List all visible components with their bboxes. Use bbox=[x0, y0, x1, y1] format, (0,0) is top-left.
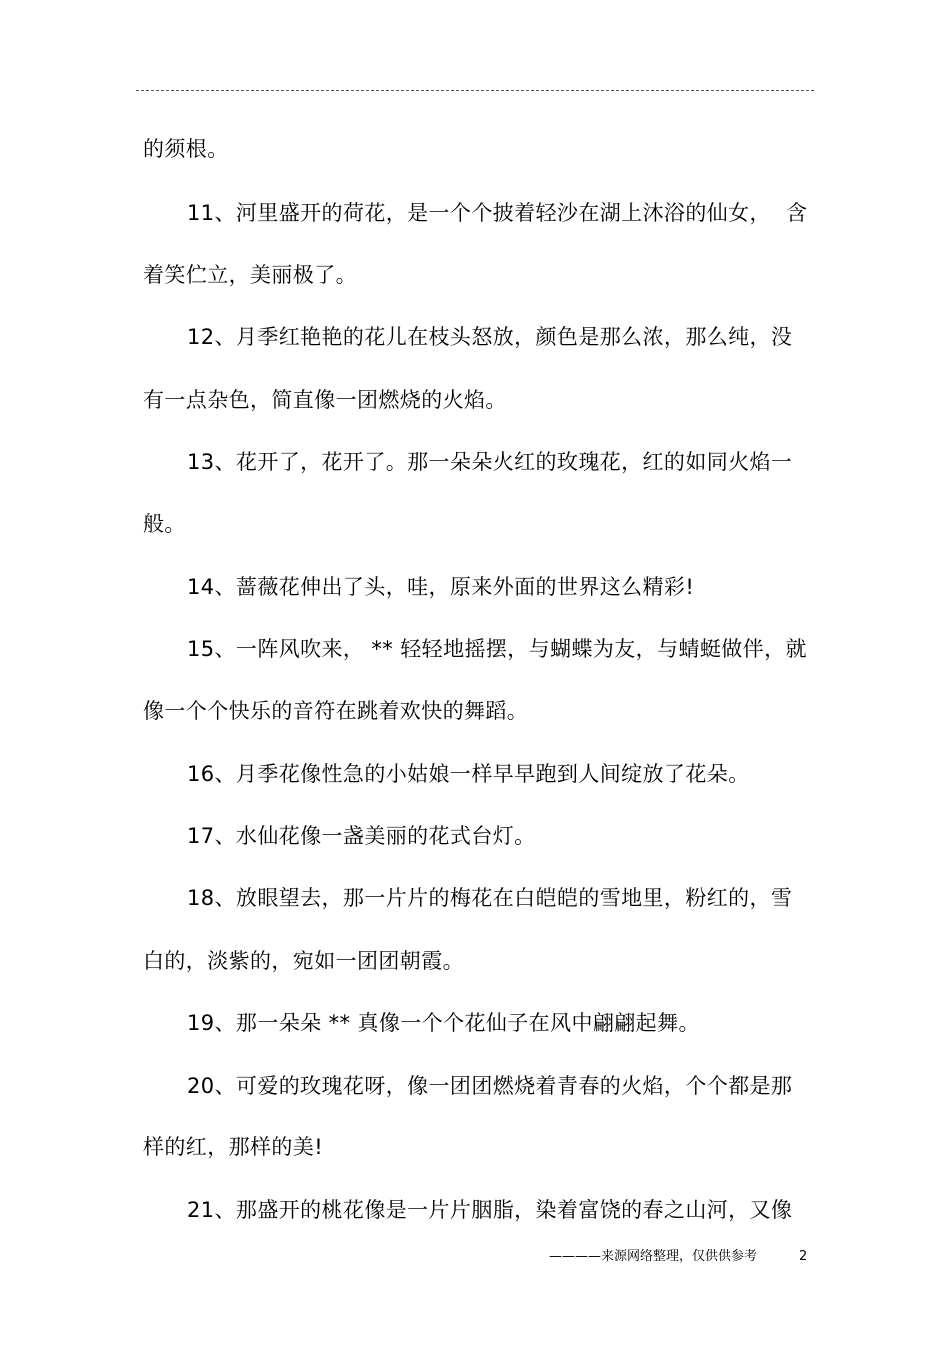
page-number: 2 bbox=[799, 1249, 808, 1264]
text-line-7: 般。 bbox=[143, 512, 186, 536]
header-rule bbox=[136, 90, 814, 91]
text-line-12: 17、水仙花像一盏美丽的花式台灯。 bbox=[187, 824, 536, 848]
text-line-18: 21、那盛开的桃花像是一片片胭脂，染着富饶的春之山河，又像 bbox=[187, 1198, 793, 1222]
text-line-17: 样的红，那样的美! bbox=[143, 1135, 324, 1159]
text-line-2: 11、河里盛开的荷花，是一个个披着轻沙在湖上沐浴的仙女， bbox=[187, 201, 771, 225]
text-line-3: 着笑伫立，美丽极了。 bbox=[143, 263, 357, 287]
footer-source-note: ————来源网络整理，仅供供参考 bbox=[549, 1249, 758, 1264]
text-line-10: 像一个个快乐的音符在跳着欢快的舞蹈。 bbox=[143, 699, 529, 723]
text-line-6: 13、花开了，花开了。那一朵朵火红的玫瑰花，红的如同火焰一 bbox=[187, 450, 793, 474]
text-line-13: 18、放眼望去，那一片片的梅花在白皑皑的雪地里，粉红的，雪 bbox=[187, 886, 793, 910]
text-line-9: 15、一阵风吹来， ** 轻轻地摇摆，与蝴蝶为友，与蜻蜓做伴，就 bbox=[187, 637, 807, 661]
text-line-14: 白的，淡紫的，宛如一团团朝霞。 bbox=[143, 949, 464, 973]
text-line-2-tail: 含 bbox=[786, 201, 807, 225]
text-line-11: 16、月季花像性急的小姑娘一样早早跑到人间绽放了花朵。 bbox=[187, 762, 750, 786]
text-line-1: 的须根。 bbox=[143, 137, 229, 161]
text-line-16: 20、可爱的玫瑰花呀，像一团团燃烧着青春的火焰，个个都是那 bbox=[187, 1074, 793, 1098]
text-line-4: 12、月季红艳艳的花儿在枝头怒放，颜色是那么浓，那么纯，没 bbox=[187, 325, 793, 349]
text-line-15: 19、那一朵朵 ** 真像一个个花仙子在风中翩翩起舞。 bbox=[187, 1011, 700, 1035]
text-line-8: 14、蔷薇花伸出了头，哇，原来外面的世界这么精彩! bbox=[187, 575, 695, 599]
text-line-5: 有一点杂色，简直像一团燃烧的火焰。 bbox=[143, 388, 507, 412]
